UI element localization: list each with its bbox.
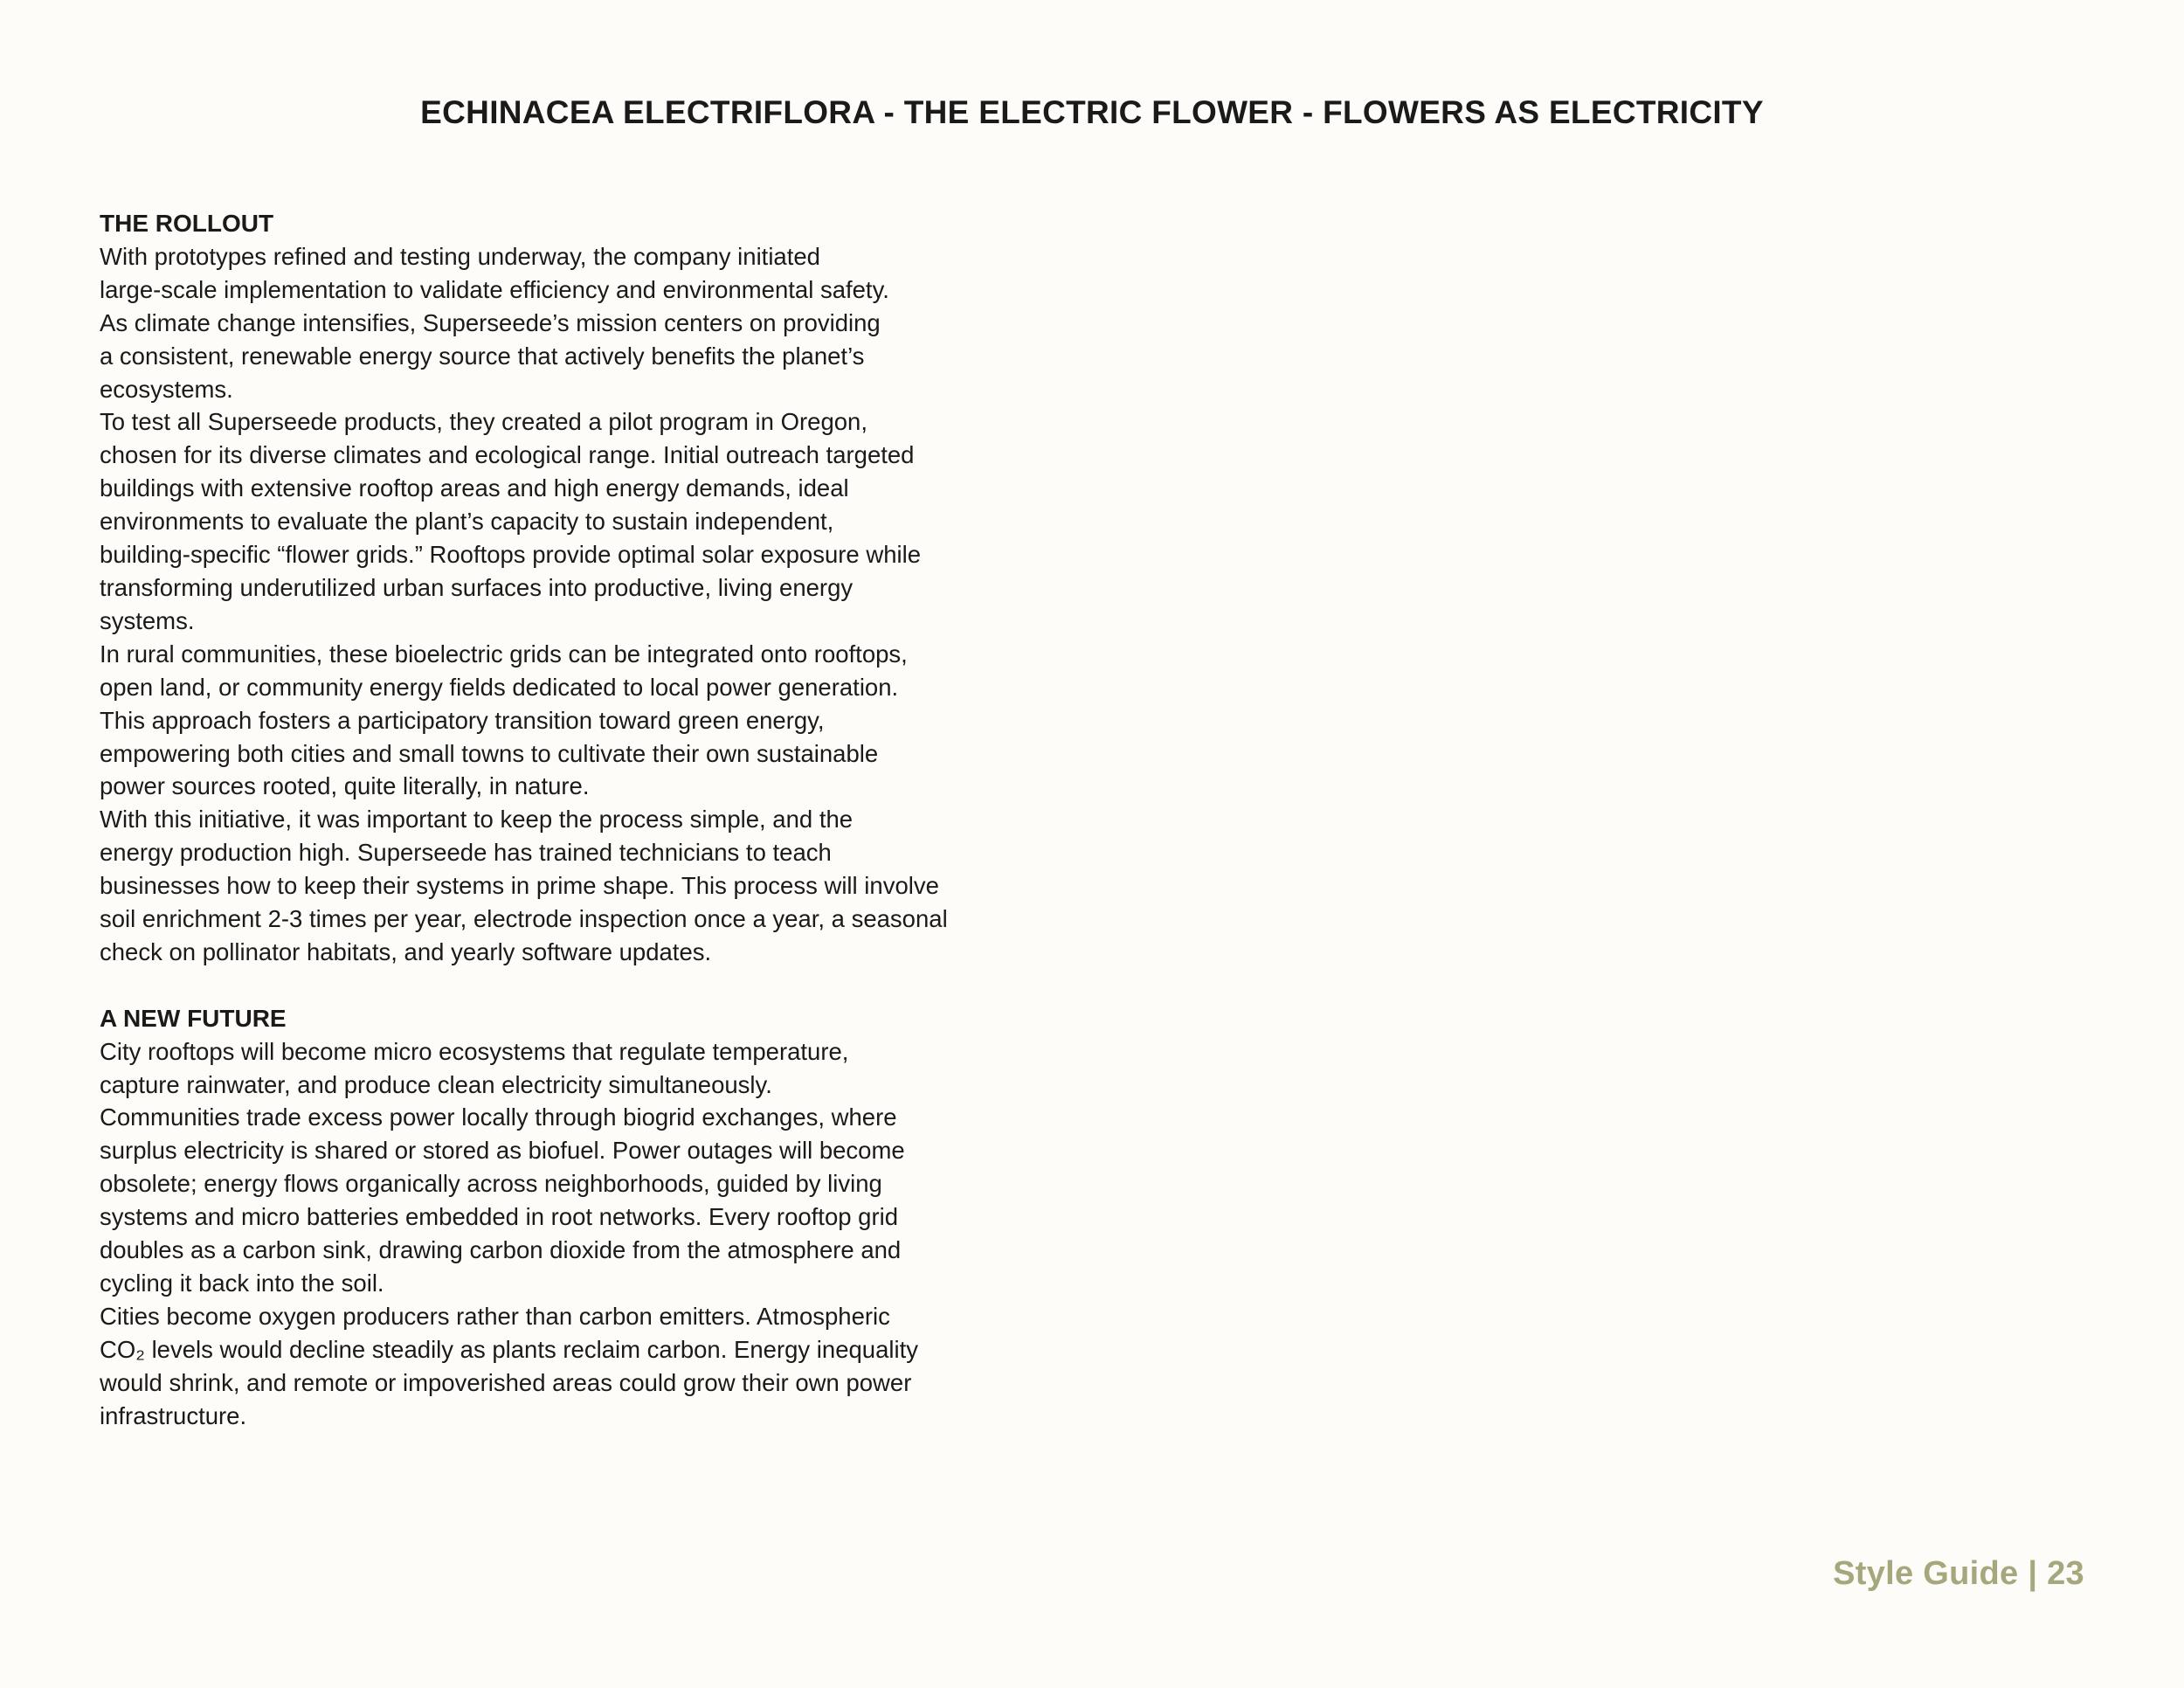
text-line: obsolete; energy flows organically across neighborhoods, guided by living	[100, 1170, 882, 1198]
text-line: Communities trade excess power locally through biogrid exchanges, where	[100, 1103, 897, 1131]
section-heading: THE ROLLOUT	[100, 210, 274, 237]
text-line: environments to evaluate the plant’s capacity to sustain independent,	[100, 508, 834, 536]
text-line: businesses how to keep their systems in prime shape. This process will involve	[100, 872, 939, 900]
text-line: doubles as a carbon sink, drawing carbon dioxide from the atmosphere and	[100, 1236, 902, 1264]
text-line: surplus electricity is shared or stored as biofuel. Power outages will become	[100, 1137, 905, 1165]
text-line: infrastructure.	[100, 1401, 247, 1429]
text-line: City rooftops will become micro ecosystems that regulate temperature,	[100, 1037, 849, 1065]
text-line: open land, or community energy fields dedicated to local power generation.	[100, 673, 899, 701]
text-line: check on pollinator habitats, and yearly software updates.	[100, 937, 712, 965]
text-line: empowering both cities and small towns to cultivate their own sustainable	[100, 739, 879, 767]
text-line: soil enrichment 2-3 times per year, electrode inspection once a year, a seasonal	[100, 905, 948, 933]
document-body	[100, 207, 1113, 1433]
page-title: ECHINACEA ELECTRIFLORA - THE ELECTRIC FLOWER - FLOWERS AS ELECTRICITY	[420, 94, 1764, 130]
text-line: This approach fosters a participatory transition toward green energy,	[100, 706, 825, 734]
text-line: capture rainwater, and produce clean electricity simultaneously.	[100, 1070, 772, 1098]
text-line: To test all Superseede products, they created a pilot program in Oregon,	[100, 408, 867, 436]
paragraph	[100, 240, 1113, 406]
text-line: systems.	[100, 606, 195, 634]
text-line: energy production high. Superseede has trained technicians to teach	[100, 839, 832, 867]
paragraph	[100, 638, 1113, 804]
page-footer: Style Guide | 23	[1833, 1555, 2084, 1592]
paragraph	[100, 1035, 1113, 1300]
text-line: would shrink, and remote or impoverished areas could grow their own power	[100, 1368, 912, 1396]
text-line: systems and micro batteries embedded in root networks. Every rooftop grid	[100, 1203, 899, 1231]
text-line: With this initiative, it was important to keep the process simple, and the	[100, 806, 854, 834]
section-heading: A NEW FUTURE	[100, 1004, 287, 1032]
text-line: large-scale implementation to validate efficiency and environmental safety.	[100, 275, 889, 303]
text-line: power sources rooted, quite literally, in nature.	[100, 772, 590, 800]
text-line: building-specific “flower grids.” Rooftops provide optimal solar exposure while	[100, 541, 922, 569]
paragraph	[100, 405, 1113, 637]
text-line: With prototypes refined and testing underway, the company initiated	[100, 242, 820, 270]
text-line: cycling it back into the soil.	[100, 1269, 384, 1297]
text-line: In rural communities, these bioelectric grids can be integrated onto rooftops,	[100, 640, 908, 668]
text-line: Cities become oxygen producers rather than carbon emitters. Atmospheric	[100, 1302, 890, 1330]
text-line: transforming underutilized urban surfaces into productive, living energy	[100, 573, 854, 601]
text-line: buildings with extensive rooftop areas and high energy demands, ideal	[100, 474, 849, 502]
text-line: ecosystems.	[100, 375, 233, 403]
text-line: CO₂ levels would decline steadily as plants reclaim carbon. Energy inequality	[100, 1335, 918, 1363]
section-a-new-future	[100, 1002, 1113, 1433]
section-the-rollout	[100, 207, 1113, 969]
paragraph	[100, 1300, 1113, 1433]
paragraph	[100, 803, 1113, 969]
text-line: As climate change intensifies, Superseede’s mission centers on providing	[100, 308, 881, 336]
text-line: chosen for its diverse climates and ecological range. Initial outreach targeted	[100, 441, 915, 469]
text-line: a consistent, renewable energy source that actively benefits the planet’s	[100, 342, 865, 370]
section-spacer	[100, 969, 1113, 1002]
